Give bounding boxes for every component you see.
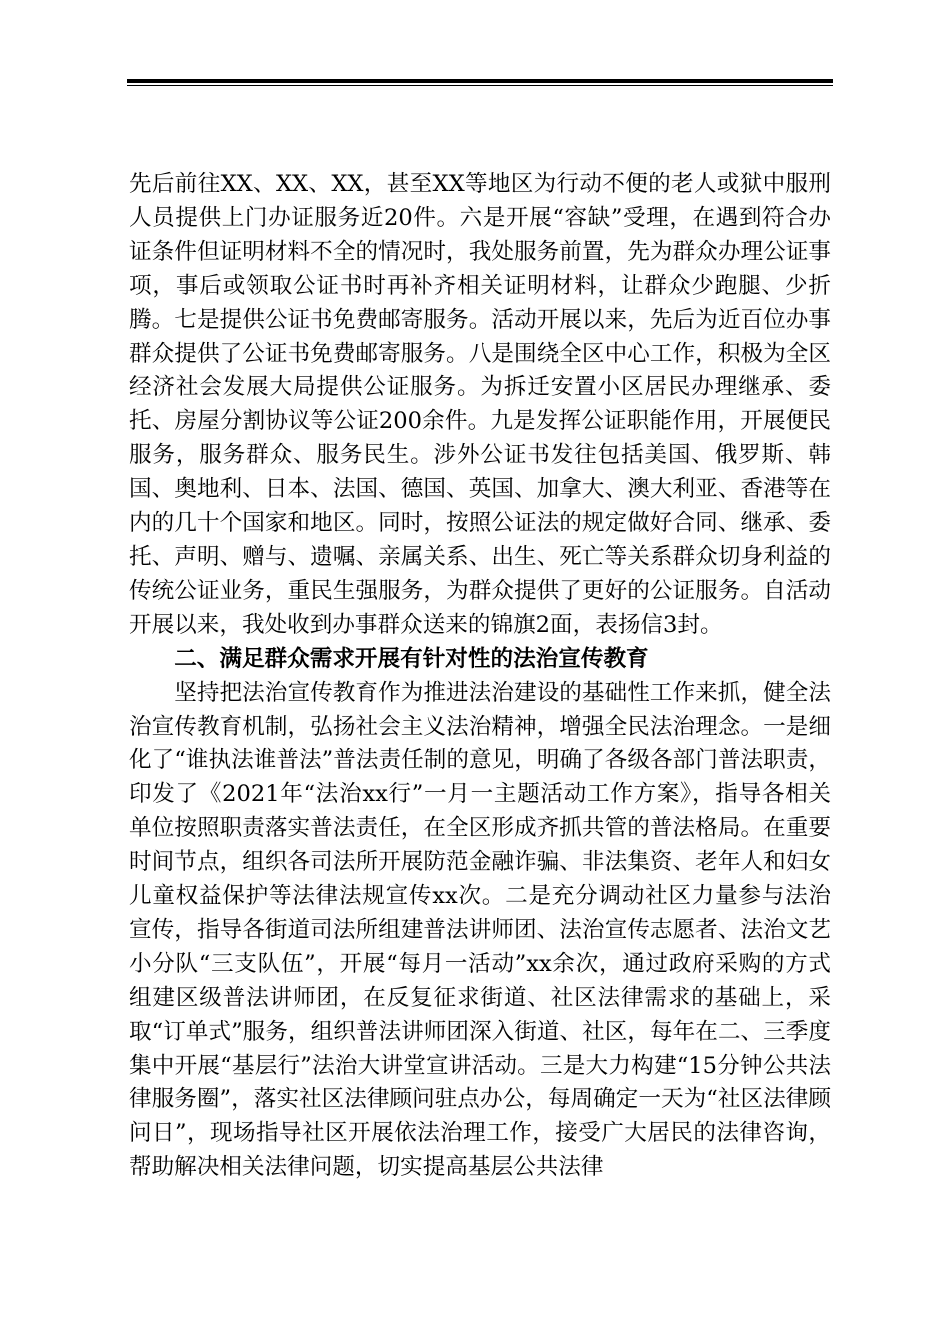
document-body: [129, 168, 831, 1185]
header-rule-thick: [127, 79, 833, 83]
header-rule-thin: [127, 85, 833, 86]
body-paragraph-continued: 先后前往XX、XX、XX，甚至XX等地区为行动不便的老人或狱中服刑人员提供上门办证服务近20件。六是开展“容缺”受理，在遇到符合办证条件但证明材料不全的情况时，我处服务前置，先为群众办理公证事项，事后或领取公证书时再补齐相关证明材料，让群众少跑腿、少折腾。七是提供公证书免费邮寄服务。活动开展以来，先后为近百位办事群众提供了公证书免费邮寄服务。八是围绕全区中心工作，积极为全区经济社会发展大局提供公证服务。为拆迁安置小区居民办理继承、委托、房屋分割协议等公证200余件。九是发挥公证职能作用，开展便民服务，服务群众、服务民生。涉外公证书发往包括美国、俄罗斯、韩国、奥地利、日本、法国、德国、英国、加拿大、澳大利亚、香港等在内的几十个国家和地区。同时，按照公证法的规定做好合同、继承、委托、声明、赠与、遗嘱、亲属关系、出生、死亡等关系群众切身利益的传统公证业务，重民生强服务，为群众提供了更好的公证服务。自活动开展以来，我处收到办事群众送来的锦旗2面，表扬信3封。: [129, 171, 831, 638]
header-double-rule: [127, 79, 833, 87]
body-paragraph: 坚持把法治宣传教育作为推进法治建设的基础性工作来抓，健全法治宣传教育机制，弘扬社会主义法治精神，增强全民法治理念。一是细化了“谁执法谁普法”普法责任制的意见，明确了各级各部门普法职责，印发了《2021年“法治xx行”一月一主题活动工作方案》，指导各相关单位按照职责落实普法责任，在全区形成齐抓共管的普法格局。在重要时间节点，组织各司法所开展防范金融诈骗、非法集资、老年人和妇女儿童权益保护等法律法规宣传xx次。二是充分调动社区力量参与法治宣传，指导各街道司法所组建普法讲师团、法治宣传志愿者、法治文艺小分队“三支队伍”，开展“每月一活动”xx余次，通过政府采购的方式组建区级普法讲师团，在反复征求街道、社区法律需求的基础上，采取“订单式”服务，组织普法讲师团深入街道、社区，每年在二、三季度集中开展“基层行”法治大讲堂宣讲活动。三是大力构建“15分钟公共法律服务圈”，落实社区法律顾问驻点办公，每周确定一天为“社区法律顾问日”，现场指导社区开展依法治理工作，接受广大居民的法律咨询，帮助解决相关法律问题，切实提高基层公共法律: [129, 679, 831, 1181]
section-heading: 二、满足群众需求开展有针对性的法治宣传教育: [174, 645, 649, 672]
